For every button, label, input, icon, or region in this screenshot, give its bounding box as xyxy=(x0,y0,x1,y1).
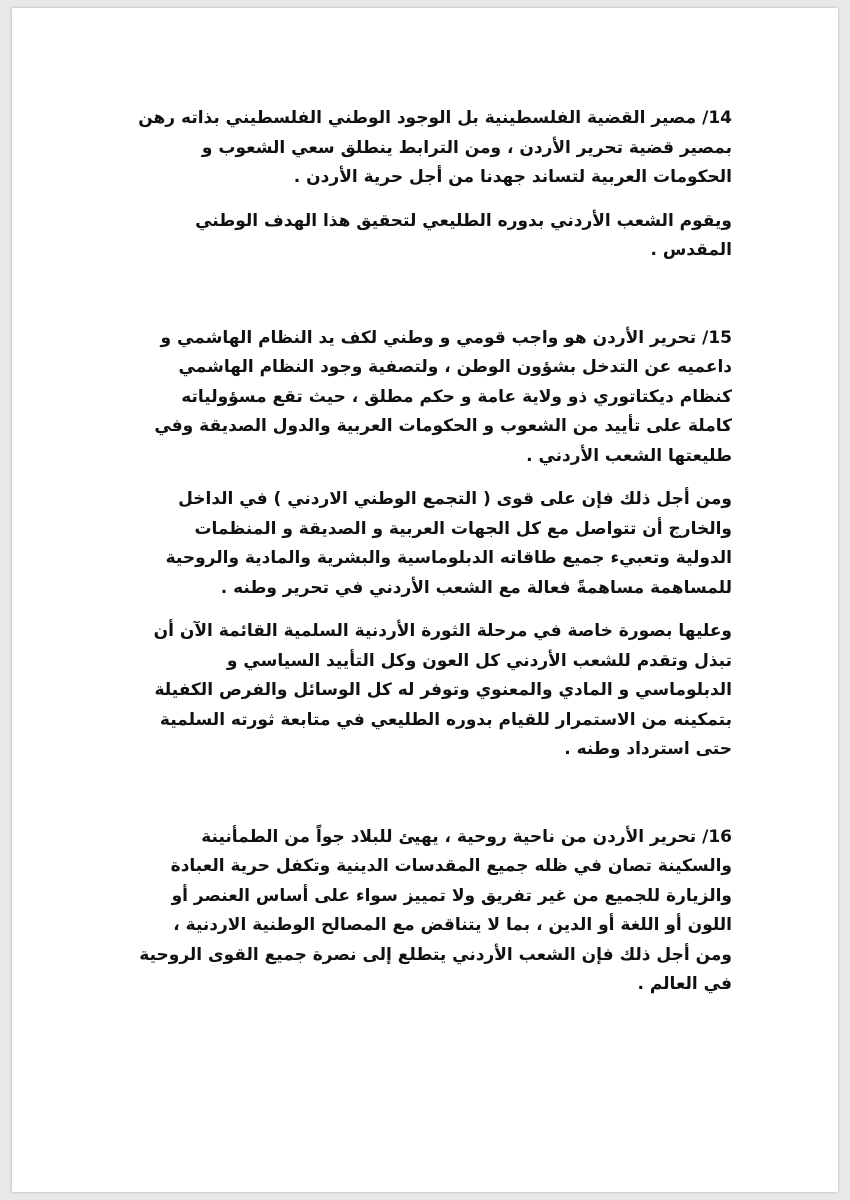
section-16-paragraph-1 xyxy=(136,823,732,1000)
section-15-paragraph-1 xyxy=(136,324,732,472)
section-number: 15/ xyxy=(702,327,732,348)
paragraph-text: تحرير الأردن من ناحية روحية ، يهيئ للبلاد جواً من الطمأنينة والسكينة تصان في ظله جميع المقدسات الدينية وتكفل حرية العبادة والزيارة للجميع من غير تفريق ولا تمييز سواء على أساس العنصر أو اللون أو اللغة أو الدين ، بما لا يتناقض مع المصالح الوطنية الاردنية ، ومن أجل ذلك فإن الشعب الأردني يتطلع إلى نصرة جميع القوى الروحية في العالم . xyxy=(139,826,732,994)
document-body xyxy=(136,104,732,1000)
section-15 xyxy=(136,324,732,765)
section-number: 14/ xyxy=(702,108,732,128)
section-16 xyxy=(136,823,732,1000)
section-15-paragraph-2: ومن أجل ذلك فإن على قوى ( التجمع الوطني الاردني ) في الداخل والخارج أن تتواصل مع كل الجهات العربية و الصديقة و المنظمات الدولية وتعبيء جميع طاقاته الدبلوماسية والبشرية والمادية والروحية للمساهمة مساهمةً فعالة مع الشعب الأردني في تحرير وطنه . xyxy=(165,489,732,598)
section-14-paragraph-2: ويقوم الشعب الأردني بدوره الطليعي لتحقيق هذا الهدف الوطني المقدس . xyxy=(195,210,732,260)
section-14-paragraph-1 xyxy=(136,104,732,193)
section-number: 16/ xyxy=(702,826,732,847)
document-page xyxy=(12,8,838,1192)
section-15-paragraph-3: وعليها بصورة خاصة في مرحلة الثورة الأردنية السلمية القائمة الآن أن تبذل وتقدم للشعب الأردني كل العون وكل التأييد السياسي و الدبلوماسي و المادي والمعنوي وتوفر له كل الوسائل والفرص الكفيلة بتمكينه من الاستمرار للقيام بدوره الطليعي في متابعة ثورته السلمية حتى استرداد وطنه . xyxy=(153,621,732,759)
section-14 xyxy=(136,104,732,266)
paragraph-text: مصير القضية الفلسطينية بل الوجود الوطني الفلسطيني بذاته رهن بمصير قضية تحرير الأردن ، ومن الترابط ينطلق سعي الشعوب و الحكومات العربية لتساند جهدنا من أجل حرية الأردن . xyxy=(138,108,732,187)
paragraph-text: تحرير الأردن هو واجب قومي و وطني لكف يد النظام الهاشمي و داعميه عن التدخل بشؤون الوطن ، ولتصفية وجود النظام الهاشمي كنظام ديكتاتوري ذو ولاية عامة و حكم مطلق ، حيث تقع مسؤولياته كاملة على تأييد من الشعوب و الحكومات العربية والدول الصديقة وفي طليعتها الشعب الأردني . xyxy=(154,327,732,466)
